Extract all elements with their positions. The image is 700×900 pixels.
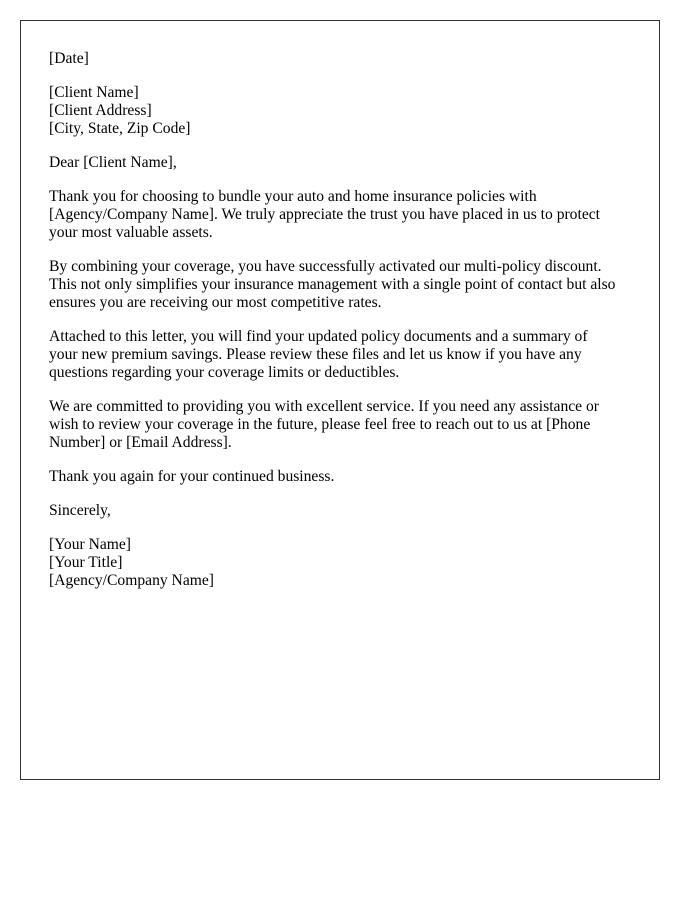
paragraph-line: wish to review your coverage in the future, please feel free to reach out to us at [Phone [49,416,591,433]
recipient-city-state-zip: [City, State, Zip Code] [49,120,191,137]
paragraph-line: ensures you are receiving our most competitive rates. [49,294,382,311]
paragraph-line: Thank you for choosing to bundle your auto and home insurance policies with [49,188,537,205]
letter-body [49,50,639,590]
paragraph-thanks [49,188,639,242]
letter-date: [Date] [49,50,89,67]
paragraph-line: [Agency/Company Name]. We truly appreciate the trust you have placed in us to protect [49,206,600,223]
paragraph-contact [49,398,639,452]
signature-title: [Your Title] [49,554,123,571]
paragraph-line: your most valuable assets. [49,224,213,241]
paragraph-line: Number] or [Email Address]. [49,434,232,451]
signature-name: [Your Name] [49,536,132,553]
signature-company: [Agency/Company Name] [49,572,214,589]
recipient-address-block [49,84,639,138]
paragraph-line: We are committed to providing you with excellent service. If you need any assistance or [49,398,599,415]
paragraph-line: Attached to this letter, you will find your updated policy documents and a summary of [49,328,588,345]
salutation-block [49,154,639,172]
paragraph-closing-thanks [49,468,639,486]
paragraph-line: By combining your coverage, you have successfully activated our multi-policy discount. [49,258,602,275]
signature-block [49,536,639,590]
date-block [49,50,639,68]
paragraph-line: questions regarding your coverage limits or deductibles. [49,364,400,381]
recipient-address: [Client Address] [49,102,152,119]
closing-block [49,502,639,520]
paragraph-line: your new premium savings. Please review these files and let us know if you have any [49,346,582,363]
paragraph-attachments [49,328,639,382]
paragraph-line: Thank you again for your continued business. [49,468,335,485]
paragraph-line: This not only simplifies your insurance management with a single point of contact but also [49,276,616,293]
letter-page [20,20,660,780]
paragraph-discount [49,258,639,312]
recipient-name: [Client Name] [49,84,139,101]
closing: Sincerely, [49,502,111,519]
salutation: Dear [Client Name], [49,154,177,171]
